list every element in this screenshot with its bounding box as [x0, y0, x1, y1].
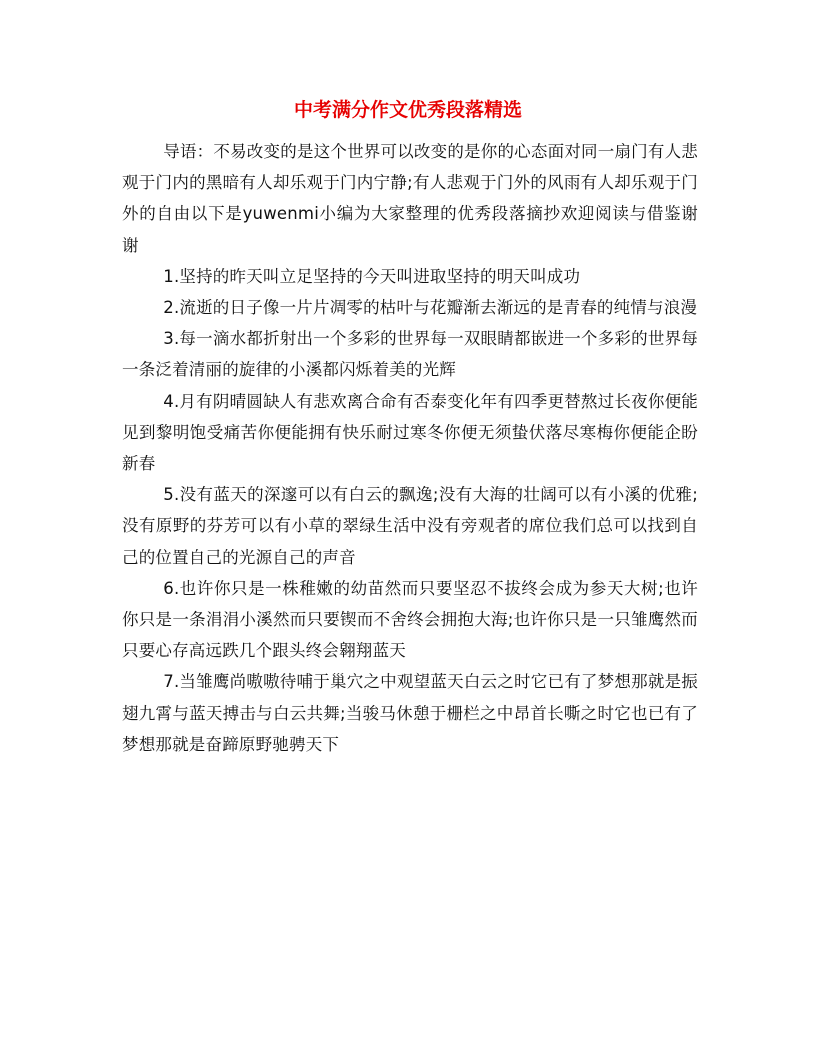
paragraph-2: 2.流逝的日子像一片片凋零的枯叶与花瓣渐去渐远的是青春的纯情与浪漫 — [163, 298, 698, 318]
paragraph-1: 1.坚持的昨天叫立足坚持的今天叫进取坚持的明天叫成功 — [163, 266, 581, 286]
document-body — [122, 136, 698, 760]
paragraph-3: 3.每一滴水都折射出一个多彩的世界每一双眼睛都嵌进一个多彩的世界每一条泛着清丽的旋律的小溪都闪烁着美的光辉 — [122, 329, 698, 380]
paragraph-4: 4.月有阴晴圆缺人有悲欢离合命有否泰变化年有四季更替熬过长夜你便能见到黎明饱受痛苦你便能拥有快乐耐过寒冬你便无须蛰伏落尽寒梅你便能企盼新春 — [122, 391, 698, 474]
paragraph-7: 7.当雏鹰尚嗷嗷待哺于巢穴之中观望蓝天白云之时它已有了梦想那就是振翅九霄与蓝天搏击与白云共舞;当骏马休憩于栅栏之中昂首长嘶之时它也已有了梦想那就是奋蹄原野驰骋天下 — [122, 672, 698, 754]
intro-paragraph: 导语：不易改变的是这个世界可以改变的是你的心态面对同一扇门有人悲观于门内的黑暗有人却乐观于门内宁静;有人悲观于门外的风雨有人却乐观于门外的自由以下是yuwenmi小编为大家整理的优秀段落摘抄欢迎阅读与借鉴谢谢 — [122, 142, 698, 255]
paragraph-6: 6.也许你只是一株稚嫩的幼苗然而只要坚忍不拔终会成为参天大树;也许你只是一条涓涓小溪然而只要锲而不舍终会拥抱大海;也许你只是一只雏鹰然而只要心存高远跌几个跟头终会翱翔蓝天 — [122, 578, 698, 661]
paragraph-5: 5.没有蓝天的深邃可以有白云的飘逸;没有大海的壮阔可以有小溪的优雅;没有原野的芬芳可以有小草的翠绿生活中没有旁观者的席位我们总可以找到自己的位置自己的光源自己的声音 — [122, 485, 698, 567]
page-title: 中考满分作文优秀段落精选 — [293, 99, 522, 121]
